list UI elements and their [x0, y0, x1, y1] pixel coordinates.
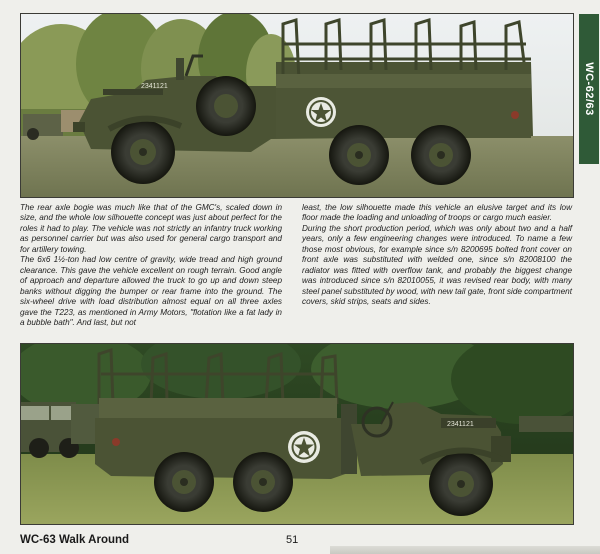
body-paragraph: The 6x6 1½-ton had low centre of gravity, wide tread and high ground clearance. This gave the vehicle excellent on rough terrain. Good angle of approach and departure allowed the truck to go up and down steep banks without digging the bumper or rear frame into the ground. The six-wheel drive with load distribution almost equal on all three axles gave the T223, as mentioned in Army Motors, "flotation like a fat lady in a bubble bath". And last, but not — [20, 255, 282, 327]
footer-bar — [330, 546, 600, 554]
bottom-truck-code: 2341121 — [447, 421, 474, 428]
body-paragraph: least, the low silhouette made this vehicle an elusive target and its low floor made the loading and unloading of troops or cargo much easier. — [302, 203, 572, 223]
body-paragraph: During the short production period, which was only about two and a half years, only a few engineering changes were introduced. To name a few those most obvious, for example since s/n 8200695 bolted front cover on front axle was substituted with welded one, since s/n 82008100 the radiator was fitted with overflow tank, and probably the biggest change was introduced since s/n 82010055, it was revised rear body, with many steel panel substituted by wood, with new tail gate, front side compartment covers, skid strips, seats and sides. — [302, 223, 572, 307]
page-number: 51 — [286, 534, 299, 546]
body-paragraph: The rear axle bogie was much like that of the GMC's, scaled down in size, and the whole low silhouette concept was just about perfect for the roles it had to play. The vehicle was not strictly an infantry truck working as personnel carrier but was also used for general cargo transport and for artillery towing. — [20, 203, 282, 254]
body-text-right — [302, 203, 572, 308]
top-truck-code: 2341121 — [141, 83, 168, 90]
photo-truck-side-right — [20, 13, 574, 198]
chapter-tab — [579, 14, 599, 164]
body-text-left — [20, 203, 282, 328]
footer-book-title: WC-63 Walk Around — [20, 534, 130, 546]
photo-truck-side-left — [20, 343, 574, 525]
chapter-tab-label: WC-62/63 — [583, 62, 595, 116]
